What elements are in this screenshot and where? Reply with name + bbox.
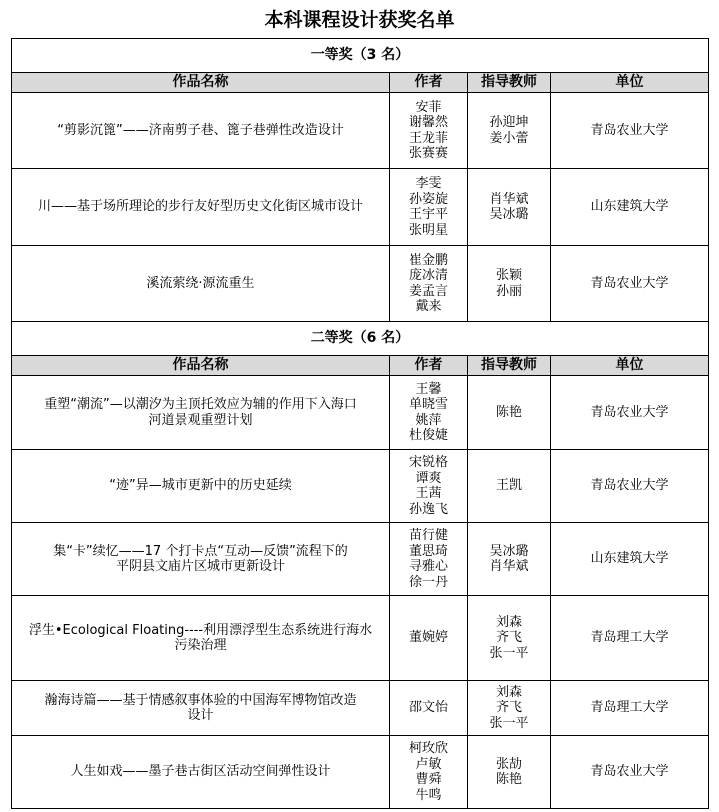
unit: 青岛农业大学 bbox=[551, 736, 709, 809]
authors bbox=[390, 246, 468, 322]
unit: 山东建筑大学 bbox=[551, 523, 709, 596]
advisors bbox=[468, 169, 551, 246]
table-row bbox=[12, 246, 709, 322]
table-row bbox=[12, 450, 709, 523]
advisors-line: 王凯 bbox=[495, 478, 522, 494]
authors-line: 曹舜 bbox=[415, 772, 442, 787]
header-advisors: 指导教师 bbox=[468, 356, 551, 376]
authors-line: 王馨 bbox=[415, 381, 442, 397]
authors-line: 宋锐格 bbox=[408, 455, 448, 470]
work-title-line: 污染治理 bbox=[174, 638, 227, 653]
advisors-line: 孙丽 bbox=[495, 283, 522, 299]
section-header bbox=[12, 322, 709, 356]
authors-line: 张赛赛 bbox=[408, 146, 448, 161]
authors bbox=[390, 736, 468, 809]
work-title-line: 川——基于场所理论的步行友好型历史文化街区城市设计 bbox=[37, 199, 363, 215]
advisors bbox=[468, 681, 551, 736]
section-header bbox=[12, 39, 709, 73]
authors-line: 王茜 bbox=[415, 486, 442, 501]
work-title-line: 集“卡”续忆——17 个打卡点“互动—反馈”流程下的 bbox=[53, 543, 348, 559]
advisors-line: 孙迎坤 bbox=[489, 115, 529, 130]
authors bbox=[390, 450, 468, 523]
advisors bbox=[468, 376, 551, 450]
section-title: 一等奖（3 名） bbox=[12, 39, 709, 73]
authors-line: 寻雅心 bbox=[408, 559, 448, 574]
advisors-line: 吴冰璐 bbox=[489, 543, 529, 559]
header-advisors: 指导教师 bbox=[468, 73, 551, 93]
authors-line: 姜孟言 bbox=[408, 283, 448, 299]
authors-line: 王宇平 bbox=[408, 207, 448, 222]
authors-line: 庞冰清 bbox=[408, 268, 448, 283]
authors-line: 李雯 bbox=[415, 176, 442, 191]
authors-line: 孙逸飞 bbox=[408, 501, 448, 517]
advisors-line: 陈艳 bbox=[495, 404, 522, 420]
advisors-line: 张一平 bbox=[489, 715, 529, 731]
work-title-line: 设计 bbox=[187, 708, 214, 723]
advisors-line: 吴冰璐 bbox=[489, 207, 529, 222]
table-row bbox=[12, 736, 709, 809]
authors bbox=[390, 681, 468, 736]
authors bbox=[390, 596, 468, 681]
authors-line: 姚萍 bbox=[415, 412, 442, 428]
authors bbox=[390, 93, 468, 169]
unit: 青岛农业大学 bbox=[551, 246, 709, 322]
work-title-line: 浮生•Ecological Floating----利用漂浮型生态系统进行海水 bbox=[28, 622, 373, 638]
header-authors: 作者 bbox=[390, 356, 468, 376]
work-title bbox=[12, 596, 390, 681]
advisors bbox=[468, 596, 551, 681]
work-title bbox=[12, 93, 390, 169]
authors-line: 张明星 bbox=[408, 222, 448, 238]
column-header-row bbox=[12, 356, 709, 376]
work-title-line: 溪流萦绕·源流重生 bbox=[146, 275, 255, 291]
authors-line: 卢敏 bbox=[415, 756, 442, 772]
advisors-line: 肖华斌 bbox=[489, 191, 529, 207]
header-work: 作品名称 bbox=[12, 356, 390, 376]
authors-line: 王龙菲 bbox=[408, 130, 448, 146]
authors-line: 徐一丹 bbox=[408, 574, 448, 590]
work-title-line: 平阴县文庙片区城市更新设计 bbox=[115, 559, 285, 574]
advisors bbox=[468, 93, 551, 169]
unit: 青岛理工大学 bbox=[551, 681, 709, 736]
advisors-line: 刘森 bbox=[495, 614, 522, 630]
unit: 青岛农业大学 bbox=[551, 93, 709, 169]
authors-line: 杜俊婕 bbox=[408, 428, 448, 443]
work-title bbox=[12, 681, 390, 736]
advisors-line: 张一平 bbox=[489, 645, 529, 661]
authors-line: 苗行健 bbox=[408, 528, 448, 543]
authors-line: 牛鸣 bbox=[415, 787, 442, 803]
advisors-line: 肖华斌 bbox=[489, 559, 529, 574]
authors-line: 安菲 bbox=[415, 99, 442, 115]
authors bbox=[390, 376, 468, 450]
authors-line: 邵文怡 bbox=[408, 700, 448, 716]
work-title bbox=[12, 246, 390, 322]
table-row bbox=[12, 376, 709, 450]
table-row bbox=[12, 169, 709, 246]
advisors bbox=[468, 523, 551, 596]
work-title-line: 河道景观重塑计划 bbox=[148, 412, 253, 428]
advisors-line: 张劼 bbox=[495, 756, 522, 772]
advisors-line: 陈艳 bbox=[495, 772, 522, 787]
work-title bbox=[12, 450, 390, 523]
advisors-line: 齐飞 bbox=[495, 630, 522, 646]
authors-line: 崔金鹏 bbox=[408, 252, 448, 268]
table-row bbox=[12, 523, 709, 596]
page-title: 本科课程设计获奖名单 bbox=[264, 9, 455, 31]
unit: 山东建筑大学 bbox=[551, 169, 709, 246]
authors-line: 戴来 bbox=[415, 299, 442, 314]
header-unit: 单位 bbox=[551, 356, 709, 376]
authors bbox=[390, 523, 468, 596]
authors-line: 董思琦 bbox=[408, 543, 448, 559]
work-title-line: 人生如戏——墨子巷古街区活动空间弹性设计 bbox=[70, 764, 331, 780]
header-unit: 单位 bbox=[551, 73, 709, 93]
work-title-line: “迹”异—城市更新中的历史延续 bbox=[109, 478, 292, 494]
work-title bbox=[12, 169, 390, 246]
advisors-line: 姜小蕾 bbox=[489, 130, 529, 146]
table-row bbox=[12, 93, 709, 169]
authors-line: 孙姿旋 bbox=[408, 191, 448, 207]
advisors bbox=[468, 246, 551, 322]
advisors-line: 刘森 bbox=[495, 684, 522, 700]
work-title-line: “剪影沉篦”——济南剪子巷、篦子巷弹性改造设计 bbox=[57, 122, 344, 138]
authors-line: 董婉婷 bbox=[408, 630, 448, 646]
table-row bbox=[12, 681, 709, 736]
work-title bbox=[12, 523, 390, 596]
advisors-line: 齐飞 bbox=[495, 700, 522, 716]
authors-line: 柯玫欣 bbox=[408, 741, 448, 756]
table-row bbox=[12, 596, 709, 681]
authors-line: 谢馨然 bbox=[408, 115, 448, 130]
section-title: 二等奖（6 名） bbox=[12, 322, 709, 356]
unit: 青岛农业大学 bbox=[551, 450, 709, 523]
award-table bbox=[11, 38, 709, 809]
advisors-line: 张颖 bbox=[495, 268, 522, 283]
unit: 青岛农业大学 bbox=[551, 376, 709, 450]
header-work: 作品名称 bbox=[12, 73, 390, 93]
header-authors: 作者 bbox=[390, 73, 468, 93]
work-title bbox=[12, 736, 390, 809]
work-title-line: 瀚海诗篇——基于情感叙事体验的中国海军博物馆改造 bbox=[44, 692, 357, 708]
column-header-row bbox=[12, 73, 709, 93]
work-title-line: 重塑“潮流”—以潮汐为主顶托效应为辅的作用下入海口 bbox=[44, 397, 357, 412]
work-title bbox=[12, 376, 390, 450]
advisors bbox=[468, 450, 551, 523]
unit: 青岛理工大学 bbox=[551, 596, 709, 681]
authors bbox=[390, 169, 468, 246]
authors-line: 单晓雪 bbox=[408, 397, 448, 412]
advisors bbox=[468, 736, 551, 809]
authors-line: 谭爽 bbox=[415, 470, 442, 486]
